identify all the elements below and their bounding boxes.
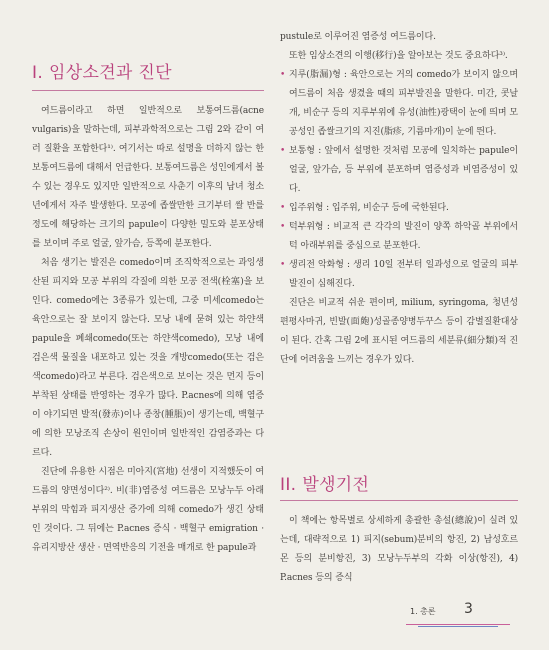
clinical-type-item-premenstrual: • 생리전 악화형 : 생리 10일 전부터 일과성으로 얼굴의 피부발진이 심해진다. [280, 256, 518, 294]
page-footer [404, 602, 514, 626]
page-number: 3 [464, 601, 473, 617]
chapter-label: 1. 총론 [410, 607, 436, 616]
section-one-underline [32, 90, 264, 91]
footer-rule-blue [418, 626, 498, 627]
right-intro-paragraph-2: 또한 임상소견의 이행(移行)을 알아보는 것도 중요하다³⁾. [289, 51, 508, 61]
section-two-title: 발생기전 [302, 475, 370, 495]
section-one-paragraph-2: 처음 생기는 발진은 comedo이며 조직학적으로는 과잉생산된 피지와 모공 부위의 각질에 의한 모공 전색(栓塞)을 보인다. comedo에는 3종류가 있는데, 그중 미세comedo는 육안으로는 잘 보이지 않는다. 모낭 내에 묻혀 있는 하얀색 papule을 폐쇄comedo(또는 하얀색comedo), 모낭 내에 검은색 물질을 내포하고 있는 것을 개방comedo(또는 검은색comedo)라고 부른다. 검은색으로 보이는 것은 먼지 등이 부착된 상태를 반영하는 경우가 많다. P.acnes에 의해 염증이 야기되면 발적(發赤)이나 종창(腫脹)이 생기는데, 백혈구에 의한 모낭조직 손상이 원인이며 일반적인 감염증과는 다르다. [32, 258, 264, 458]
section-one-title: 임상소견과 진단 [49, 63, 172, 83]
footer-rule-pink [406, 624, 510, 625]
section-one-number: I. [32, 63, 44, 83]
section-two-number: II. [280, 475, 297, 495]
section-one-paragraph-3: 진단에 유용한 시점은 미아지(宮地) 선생이 지적했듯이 여드름의 양면성이다²⁾. 비(非)염증성 여드름은 모낭누두 아래부위의 막힘과 피지생산 증가에 의해 comedo가 생긴 상태인 것이다. 그 뒤에는 P.acnes 증식 · 백혈구 emigration · 유리지방산 생산 · 면역반응의 기전을 매개로 한 papule과 [32, 467, 264, 553]
section-two-heading [280, 470, 369, 495]
right-intro-paragraph-1: pustule로 이루어진 염증성 여드름이다. [280, 32, 436, 42]
section-one-heading [32, 58, 172, 83]
clinical-type-item-seborrheic: • 지루(脂漏)형 : 육안으로는 거의 comedo가 보이지 않으며 여드름이 처음 생겼을 때의 피부발진을 말한다. 미간, 콧날개, 비순구 등의 지루부위에 유성(油性)광택이 눈에 띄며 모공성인 좁쌀크기의 지진(脂疹, 기름마개)이 눈에 띈다. [280, 66, 518, 142]
diagnosis-paragraph: 진단은 비교적 쉬운 편이며, milium, syringoma, 청년성 편평사마귀, 빈발(面皰)성골종양병두꾸스 등이 감별질환대상이 된다. 간혹 그림 2에 표시된 여드름의 세분류(細分類)적 진단에 어려움을 느끼는 경우가 있다. [280, 298, 518, 365]
section-two-body [280, 512, 518, 588]
clinical-type-list [280, 66, 518, 294]
clinical-type-item-common: • 보통형 : 앞에서 설명한 것처럼 모공에 일치하는 papule이 얼굴, 앞가슴, 등 부위에 분포하며 염증성과 비염증성이 있다. [280, 142, 518, 199]
section-two-underline [280, 500, 518, 501]
section-two-paragraph: 이 책에는 항목별로 상세하게 총괄한 총설(總說)이 실려 있는데, 대략적으로 1) 피지(sebum)분비의 항진, 2) 남성호르몬 등의 분비항진, 3) 모낭누두부의 각화 이상(항진), 4) P.acnes 등의 증식 [280, 516, 518, 583]
left-column [32, 102, 264, 558]
right-column [280, 28, 518, 370]
clinical-type-item-perioral: • 입주위형 : 입주위, 비순구 등에 국한된다. [280, 199, 518, 218]
clinical-type-item-jaw: • 턱부위형 : 비교적 큰 각각의 발진이 양쪽 하악골 부위에서 턱 아래부위를 중심으로 분포한다. [280, 218, 518, 256]
section-one-paragraph-1: 여드름이라고 하면 일반적으로 보통여드름(acne vulgaris)을 말하는데, 피부과학적으로는 그림 2와 같이 여러 질환을 포함한다¹⁾. 여기서는 따로 설명을 더하지 않는 한 보통여드름에 대해서 언급한다. 보통여드름은 성인에게서 볼 수 있는 경우도 있지만 일반적으로 사춘기 이후의 남녀 청소년에게서 자주 발생한다. 모공에 좁쌀만한 크기부터 쌀 반를 정도에 해당하는 크기의 papule이 다양한 밀도와 분포상태를 보이며 주로 얼굴, 앞가슴, 등쪽에 분포한다. [32, 106, 264, 249]
